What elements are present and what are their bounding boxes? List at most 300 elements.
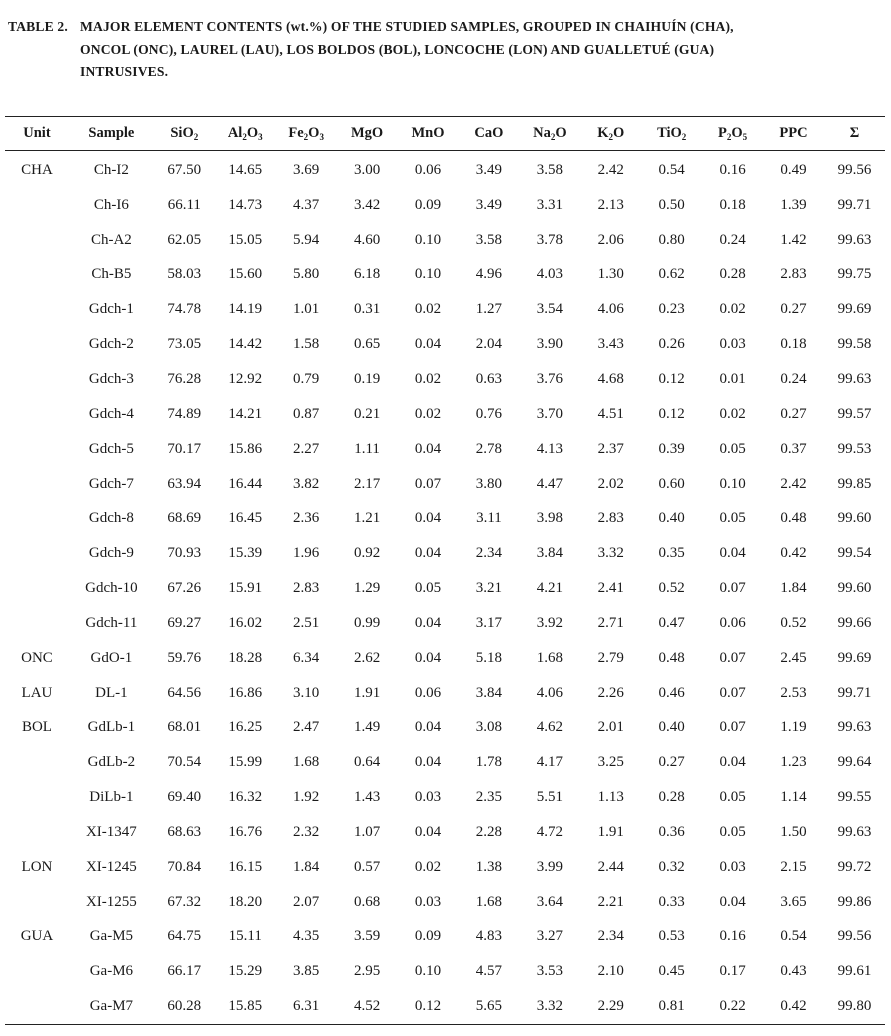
value-cell: 0.24 [719, 231, 746, 248]
value-cell: 0.04 [414, 336, 442, 353]
value-cell: 1.38 [475, 858, 503, 875]
sample-cell: Ga-M7 [69, 989, 154, 1024]
value-cell: 99.86 [837, 893, 872, 910]
value-cell: 67.32 [167, 893, 202, 910]
value-cell: 4.06 [536, 684, 563, 701]
value-cell: 67.50 [167, 161, 202, 178]
value-cell: 16.86 [228, 684, 263, 701]
value-cell: 0.10 [719, 475, 746, 492]
column-header-subscript: 2 [608, 132, 614, 142]
value-cell: 15.29 [228, 963, 263, 980]
value-cell: 3.17 [475, 614, 503, 631]
value-cell: 99.66 [837, 614, 872, 631]
value-cell: 4.68 [597, 370, 624, 387]
value-cell: 1.68 [293, 754, 320, 771]
value-cell: 68.63 [167, 823, 202, 840]
sample-cell: Ch-B5 [91, 266, 132, 283]
value-cell: 0.68 [353, 893, 381, 910]
value-cell: 14.65 [228, 161, 263, 178]
unit-cell [5, 223, 69, 258]
value-cell: 99.54 [837, 545, 872, 562]
value-cell: 2.28 [475, 823, 503, 840]
value-cell: 14.42 [228, 336, 263, 353]
table-row [5, 850, 885, 885]
value-cell: 0.06 [414, 684, 442, 701]
value-cell: 99.53 [837, 440, 872, 457]
value-cell: 14.21 [228, 405, 263, 422]
value-cell: 0.04 [719, 545, 746, 562]
unit-cell [5, 745, 69, 780]
value-cell: 99.57 [837, 405, 872, 422]
table-row [5, 327, 885, 362]
value-cell: 6.34 [293, 649, 320, 666]
unit-cell [5, 954, 69, 989]
value-cell: 0.10 [414, 266, 442, 283]
value-cell: 99.63 [837, 719, 872, 736]
caption-line-3: INTRUSIVES. [80, 64, 169, 79]
value-cell: 4.17 [536, 754, 563, 771]
value-cell: 0.18 [719, 196, 746, 213]
value-cell: 0.42 [780, 545, 807, 562]
value-cell: 0.32 [658, 858, 685, 875]
value-cell: 4.21 [536, 580, 563, 597]
value-cell: 0.40 [658, 719, 685, 736]
value-cell: 16.44 [228, 475, 263, 492]
value-cell: 3.42 [353, 196, 381, 213]
value-cell: 4.06 [597, 301, 624, 318]
value-cell: 0.04 [414, 545, 442, 562]
value-cell: 0.26 [658, 336, 685, 353]
unit-cell [5, 432, 69, 467]
value-cell: 1.21 [353, 510, 381, 527]
value-cell: 0.07 [719, 649, 746, 666]
table-row [5, 920, 885, 955]
table-row [5, 780, 885, 815]
value-cell: 4.83 [475, 928, 503, 945]
value-cell: 0.27 [780, 301, 807, 318]
caption-line-1: MAJOR ELEMENT CONTENTS (wt.%) OF THE STUDIED SAMPLES, GROUPED IN CHAIHUÍN (CHA), [80, 19, 734, 34]
value-cell: 0.79 [293, 370, 320, 387]
value-cell: 2.36 [293, 510, 320, 527]
value-cell: 0.53 [658, 928, 685, 945]
value-cell: 3.58 [536, 161, 563, 178]
value-cell: 14.73 [228, 196, 263, 213]
unit-cell [5, 467, 69, 502]
column-header-text: CaO [474, 125, 504, 141]
value-cell: 1.42 [780, 231, 807, 248]
value-cell: 2.71 [597, 614, 624, 631]
value-cell: 0.48 [780, 510, 807, 527]
value-cell: 0.46 [658, 684, 685, 701]
column-header [154, 117, 215, 151]
value-cell: 3.43 [597, 336, 624, 353]
value-cell: 3.58 [475, 231, 503, 248]
value-cell: 3.08 [475, 719, 503, 736]
column-header [641, 117, 702, 151]
value-cell: 2.44 [597, 858, 624, 875]
column-header-text: O [246, 125, 259, 141]
value-cell: 99.61 [837, 963, 872, 980]
value-cell: 0.05 [719, 823, 746, 840]
value-cell: 0.43 [780, 963, 807, 980]
value-cell: 3.92 [536, 614, 563, 631]
value-cell: 0.42 [763, 989, 824, 1024]
value-cell: 99.58 [837, 336, 872, 353]
unit-cell: LON [21, 858, 53, 875]
unit-cell [5, 292, 69, 327]
sample-cell: Ga-M5 [89, 928, 134, 945]
table-row [5, 501, 885, 536]
column-header [337, 117, 398, 151]
value-cell: 12.92 [228, 370, 263, 387]
value-cell: 2.32 [293, 823, 320, 840]
sample-cell: Gdch-3 [88, 370, 134, 387]
value-cell: 3.80 [475, 475, 503, 492]
value-cell: 16.76 [228, 823, 263, 840]
value-cell: 0.12 [658, 405, 685, 422]
value-cell: 0.12 [398, 989, 459, 1024]
column-header-text: Na [533, 125, 551, 141]
value-cell: 3.49 [475, 196, 503, 213]
column-header-subscript: 3 [258, 132, 263, 142]
value-cell: 0.21 [353, 405, 381, 422]
value-cell: 5.94 [293, 231, 320, 248]
value-cell: 4.35 [293, 928, 320, 945]
sample-cell: XI-1347 [85, 823, 137, 840]
value-cell: 0.10 [414, 231, 442, 248]
value-cell: 0.57 [353, 858, 381, 875]
value-cell: 99.55 [837, 789, 872, 806]
value-cell: 4.51 [597, 405, 624, 422]
sample-cell: DiLb-1 [89, 789, 134, 806]
table-label: TABLE 2. [8, 19, 68, 34]
value-cell: 3.49 [475, 161, 503, 178]
value-cell: 0.64 [353, 754, 381, 771]
value-cell: 0.04 [414, 754, 442, 771]
sample-cell: Gdch-2 [88, 336, 134, 353]
unit-cell [5, 536, 69, 571]
value-cell: 66.17 [167, 963, 202, 980]
column-header-text: SiO [170, 125, 194, 141]
value-cell: 3.69 [293, 161, 320, 178]
column-header [398, 117, 459, 151]
value-cell: 2.10 [597, 963, 624, 980]
table-row [5, 606, 885, 641]
value-cell: 0.28 [658, 789, 685, 806]
value-cell: 2.62 [353, 649, 381, 666]
value-cell: 2.35 [475, 789, 503, 806]
value-cell: 0.45 [658, 963, 685, 980]
value-cell: 3.11 [476, 510, 502, 527]
table-row [5, 711, 885, 746]
value-cell: 15.86 [228, 440, 263, 457]
column-header [580, 117, 641, 151]
column-header-text: K [597, 125, 609, 141]
unit-cell: LAU [21, 684, 53, 701]
value-cell: 99.56 [837, 928, 872, 945]
value-cell: 0.22 [702, 989, 763, 1024]
value-cell: 63.94 [167, 475, 202, 492]
value-cell: 99.71 [837, 684, 872, 701]
value-cell: 16.45 [228, 510, 263, 527]
value-cell: 0.07 [719, 580, 746, 597]
column-header-text: TiO [657, 125, 682, 141]
value-cell: 4.47 [536, 475, 563, 492]
table-row [5, 954, 885, 989]
value-cell: 2.41 [597, 580, 624, 597]
sample-cell: Ch-A2 [90, 231, 132, 248]
value-cell: 99.63 [837, 231, 872, 248]
value-cell: 15.39 [228, 545, 263, 562]
value-cell: 0.92 [353, 545, 381, 562]
value-cell: 0.52 [780, 614, 807, 631]
column-header-text: MnO [411, 125, 445, 141]
column-header-text: Al [227, 125, 243, 141]
unit-cell: BOL [21, 719, 52, 736]
value-cell: 0.04 [414, 823, 442, 840]
column-header-text: Unit [23, 125, 51, 141]
unit-cell: CHA [21, 161, 53, 178]
table-row [5, 258, 885, 293]
value-cell: 16.25 [228, 719, 263, 736]
column-header-text: O [613, 125, 625, 141]
value-cell: 0.76 [475, 405, 503, 422]
sample-cell: Ch-I2 [93, 161, 129, 178]
value-cell: 1.14 [780, 789, 807, 806]
value-cell: 3.54 [536, 301, 563, 318]
value-cell: 1.01 [293, 301, 320, 318]
column-header-subscript: 3 [319, 132, 324, 142]
value-cell: 1.84 [293, 858, 320, 875]
value-cell: 0.62 [658, 266, 685, 283]
value-cell: 0.04 [719, 893, 746, 910]
value-cell: 2.83 [780, 266, 807, 283]
value-cell: 2.79 [597, 649, 624, 666]
value-cell: 70.54 [167, 754, 202, 771]
table-body [5, 151, 885, 1025]
value-cell: 0.65 [353, 336, 381, 353]
value-cell: 0.54 [658, 161, 685, 178]
caption-text [80, 16, 880, 84]
unit-cell [5, 501, 69, 536]
value-cell: 1.58 [293, 336, 320, 353]
unit-cell [5, 327, 69, 362]
value-cell: 0.87 [293, 405, 320, 422]
value-cell: 0.03 [414, 893, 442, 910]
value-cell: 76.28 [167, 370, 202, 387]
value-cell: 0.49 [780, 161, 807, 178]
value-cell: 70.17 [167, 440, 202, 457]
value-cell: 2.95 [353, 963, 381, 980]
value-cell: 0.23 [658, 301, 685, 318]
value-cell: 0.19 [353, 370, 381, 387]
value-cell: 2.42 [597, 161, 624, 178]
value-cell: 58.03 [167, 266, 202, 283]
header-row [5, 117, 885, 151]
table-row [5, 676, 885, 711]
sample-cell: GdO-1 [90, 649, 133, 666]
value-cell: 1.07 [353, 823, 381, 840]
value-cell: 15.85 [215, 989, 276, 1024]
value-cell: 0.02 [719, 301, 746, 318]
value-cell: 0.04 [414, 614, 442, 631]
value-cell: 99.63 [837, 823, 872, 840]
column-header-text: Σ [849, 125, 860, 141]
value-cell: 4.72 [536, 823, 563, 840]
value-cell: 2.45 [780, 649, 807, 666]
value-cell: 64.56 [167, 684, 202, 701]
table-row [5, 292, 885, 327]
value-cell: 1.23 [780, 754, 807, 771]
column-header-subscript: 2 [681, 132, 687, 142]
column-header [763, 117, 824, 151]
caption-line-2: ONCOL (ONC), LAUREL (LAU), LOS BOLDOS (BOL), LONCOCHE (LON) AND GUALLETUÉ (GUA) [80, 41, 715, 57]
value-cell: 0.03 [719, 858, 746, 875]
value-cell: 5.51 [536, 789, 563, 806]
value-cell: 0.09 [414, 196, 442, 213]
value-cell: 0.37 [780, 440, 807, 457]
value-cell: 3.90 [536, 336, 563, 353]
value-cell: 0.07 [719, 684, 746, 701]
sample-cell: Gdch-1 [88, 301, 134, 318]
value-cell: 0.04 [414, 649, 442, 666]
value-cell: 4.96 [475, 266, 503, 283]
value-cell: 0.02 [414, 405, 442, 422]
column-header-text: O [731, 125, 743, 141]
column-header [276, 117, 337, 151]
value-cell: 3.99 [536, 858, 563, 875]
value-cell: 1.96 [293, 545, 320, 562]
unit-cell [5, 815, 69, 850]
column-header [458, 117, 519, 151]
value-cell: 0.10 [414, 963, 442, 980]
value-cell: 3.84 [475, 684, 503, 701]
column-header-subscript: 2 [193, 132, 199, 142]
value-cell: 0.99 [353, 614, 381, 631]
column-header [215, 117, 276, 151]
value-cell: 60.28 [154, 989, 215, 1024]
table-row [5, 641, 885, 676]
value-cell: 0.50 [658, 196, 685, 213]
value-cell: 1.91 [353, 684, 381, 701]
value-cell: 3.76 [536, 370, 563, 387]
value-cell: 2.47 [293, 719, 320, 736]
value-cell: 2.37 [597, 440, 624, 457]
value-cell: 74.78 [167, 301, 202, 318]
value-cell: 3.53 [536, 963, 563, 980]
table-row [5, 989, 885, 1024]
table-row [5, 362, 885, 397]
value-cell: 1.43 [353, 789, 381, 806]
table-row [5, 467, 885, 502]
value-cell: 4.52 [337, 989, 398, 1024]
value-cell: 1.49 [353, 719, 381, 736]
value-cell: 99.72 [837, 858, 872, 875]
sample-cell: Gdch-10 [85, 580, 138, 597]
value-cell: 2.04 [475, 336, 503, 353]
value-cell: 99.80 [824, 989, 885, 1024]
column-header-text: P [718, 125, 727, 141]
value-cell: 2.78 [475, 440, 503, 457]
value-cell: 4.60 [353, 231, 381, 248]
value-cell: 2.34 [475, 545, 503, 562]
unit-cell: ONC [21, 649, 53, 666]
value-cell: 6.18 [353, 266, 381, 283]
value-cell: 4.13 [536, 440, 563, 457]
value-cell: 0.03 [414, 789, 442, 806]
value-cell: 2.42 [780, 475, 807, 492]
column-header-subscript: 2 [242, 132, 247, 142]
value-cell: 15.11 [228, 928, 262, 945]
column-header-text: O [555, 125, 567, 141]
sample-cell: Ch-I6 [93, 196, 129, 213]
value-cell: 0.18 [780, 336, 807, 353]
value-cell: 2.51 [293, 614, 320, 631]
value-cell: 18.28 [228, 649, 263, 666]
value-cell: 2.53 [780, 684, 807, 701]
value-cell: 0.04 [414, 510, 442, 527]
unit-cell [5, 606, 69, 641]
value-cell: 0.03 [719, 336, 746, 353]
value-cell: 2.01 [597, 719, 624, 736]
value-cell: 0.16 [719, 928, 746, 945]
value-cell: 99.71 [837, 196, 872, 213]
value-cell: 0.05 [719, 440, 746, 457]
sample-cell: GdLb-2 [87, 754, 136, 771]
value-cell: 0.39 [658, 440, 685, 457]
value-cell: 1.84 [780, 580, 807, 597]
value-cell: 0.04 [414, 440, 442, 457]
value-cell: 0.40 [658, 510, 685, 527]
unit-cell [5, 780, 69, 815]
column-header-text: Fe [288, 125, 304, 141]
column-header-text: O [308, 125, 320, 141]
value-cell: 0.27 [780, 405, 807, 422]
value-cell: 1.92 [293, 789, 320, 806]
sample-cell: XI-1255 [85, 893, 137, 910]
unit-cell [5, 571, 69, 606]
value-cell: 15.99 [228, 754, 263, 771]
value-cell: 0.09 [414, 928, 442, 945]
value-cell: 3.65 [780, 893, 807, 910]
value-cell: 1.78 [475, 754, 503, 771]
value-cell: 0.07 [414, 475, 442, 492]
column-header-text: MgO [350, 125, 384, 141]
value-cell: 0.47 [658, 614, 685, 631]
value-cell: 0.31 [353, 301, 381, 318]
value-cell: 2.27 [293, 440, 320, 457]
value-cell: 73.05 [167, 336, 202, 353]
value-cell: 6.31 [276, 989, 337, 1024]
value-cell: 0.07 [719, 719, 746, 736]
value-cell: 0.60 [658, 475, 685, 492]
table-row [5, 151, 885, 188]
value-cell: 0.01 [719, 370, 746, 387]
column-header [69, 117, 154, 151]
value-cell: 1.91 [597, 823, 624, 840]
column-header-subscript: 2 [550, 132, 556, 142]
sample-cell: XI-1245 [85, 858, 137, 875]
value-cell: 15.91 [228, 580, 263, 597]
value-cell: 99.75 [837, 266, 872, 283]
value-cell: 0.04 [719, 754, 746, 771]
value-cell: 0.04 [414, 719, 442, 736]
table-row [5, 432, 885, 467]
value-cell: 3.82 [293, 475, 320, 492]
unit-cell [5, 989, 69, 1024]
value-cell: 4.62 [536, 719, 563, 736]
value-cell: 1.19 [780, 719, 807, 736]
